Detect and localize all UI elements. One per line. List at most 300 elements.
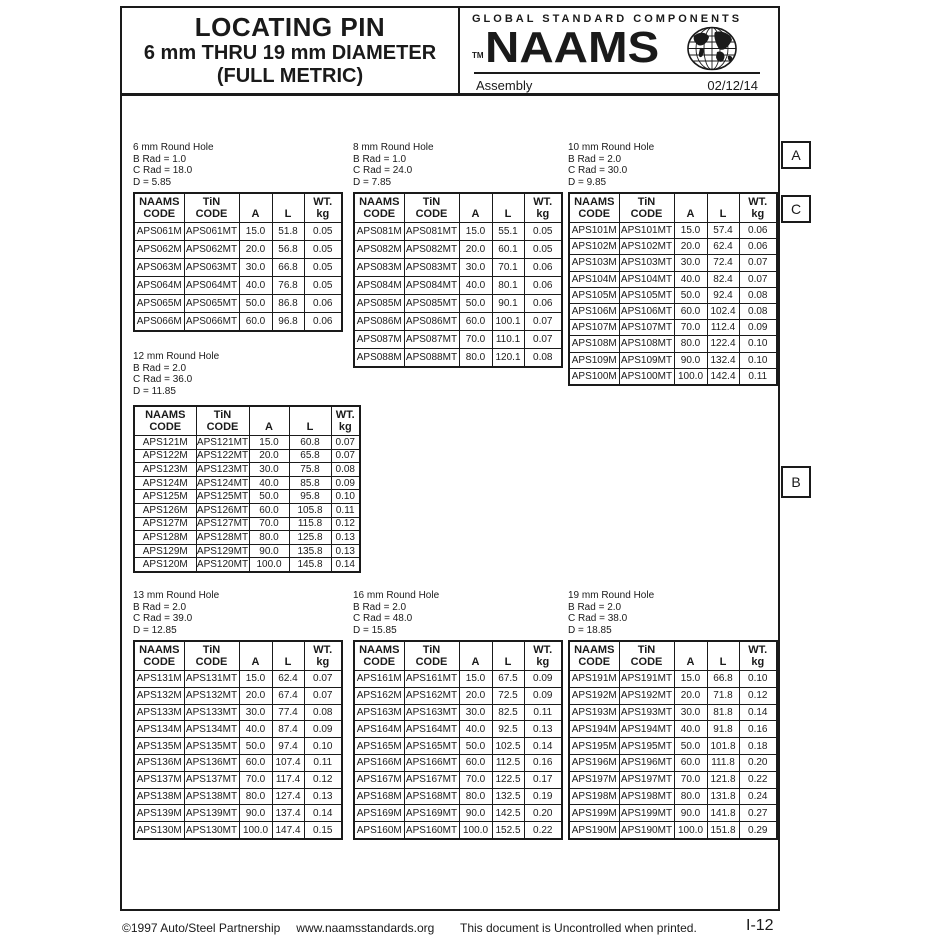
table-cell: APS196MT xyxy=(619,754,674,771)
table-row xyxy=(134,704,342,721)
table-cell: APS163MT xyxy=(404,704,459,721)
table-cell: 55.1 xyxy=(492,223,524,241)
table-cell: 30.0 xyxy=(459,704,492,721)
table-cell: 111.8 xyxy=(707,754,739,771)
table-cell: APS139MT xyxy=(184,805,239,822)
table-row xyxy=(569,671,777,688)
text-line: B Rad = 1.0 xyxy=(133,153,187,165)
table-cell: 92.5 xyxy=(492,721,524,738)
text-line: D = 7.85 xyxy=(353,176,392,188)
page-title: LOCATING PIN xyxy=(194,12,386,43)
page-number: I-12 xyxy=(746,917,774,934)
text-line: B Rad = 2.0 xyxy=(133,601,187,613)
table-row xyxy=(354,331,562,349)
col-header-wt xyxy=(524,193,562,223)
text-line xyxy=(493,644,524,656)
table-row xyxy=(134,503,360,517)
table-cell: 0.12 xyxy=(331,517,360,531)
text-line: D = 11.85 xyxy=(133,385,176,397)
text-line: 19 mm Round Hole xyxy=(568,590,655,601)
table-cell: APS199MT xyxy=(619,805,674,822)
table-cell: APS127MT xyxy=(196,518,249,530)
table-cell: 15.0 xyxy=(674,223,707,239)
table-cell: 0.05 xyxy=(524,241,562,259)
text-line xyxy=(708,196,739,208)
table-cell: 0.07 xyxy=(331,436,360,450)
table-cell: 0.05 xyxy=(304,223,342,241)
text-line: CODE xyxy=(195,656,228,668)
table-cell: APS162M xyxy=(354,687,404,704)
table-cell: 145.8 xyxy=(289,558,331,572)
table-cell: APS100M xyxy=(569,368,619,385)
text-line: 6 mm Round Hole xyxy=(133,142,214,153)
table-body xyxy=(569,223,777,385)
revision-date: 02/12/14 xyxy=(707,78,758,93)
table-cell: 142.5 xyxy=(492,805,524,822)
table-cell: 132.4 xyxy=(707,352,739,368)
table-cell: 85.8 xyxy=(289,476,331,490)
text-line: A xyxy=(471,656,480,668)
table-group-12mm xyxy=(133,351,361,573)
category-label: Assembly xyxy=(476,78,533,93)
table-cell: 66.8 xyxy=(272,259,304,277)
table-cell: 151.8 xyxy=(707,822,739,839)
table-row xyxy=(569,368,777,385)
table-cell: 70.0 xyxy=(459,771,492,788)
table-row xyxy=(569,771,777,788)
table-cell: APS107MT xyxy=(619,320,674,336)
text-line: 16 mm Round Hole xyxy=(353,590,440,601)
table-cell: 122.5 xyxy=(492,771,524,788)
col-header-wt xyxy=(304,193,342,223)
table-cell: 112.4 xyxy=(707,320,739,336)
table-cell: 0.14 xyxy=(524,738,562,755)
table-row xyxy=(134,544,360,558)
table-cell: 20.0 xyxy=(249,449,289,463)
table-cell: APS101M xyxy=(569,223,619,239)
table-row xyxy=(134,259,342,277)
table-cell: APS166MT xyxy=(404,754,459,771)
copyright-text: ©1997 Auto/Steel Partnership xyxy=(122,921,281,935)
col-header-l xyxy=(272,641,304,671)
table-cell: 132.5 xyxy=(492,788,524,805)
text-line: kg xyxy=(316,656,330,668)
text-line: TiN xyxy=(202,644,221,656)
table-cell: 87.4 xyxy=(272,721,304,738)
table-cell: 20.0 xyxy=(674,239,707,255)
table-cell: APS133M xyxy=(134,704,184,721)
table-cell: APS165M xyxy=(354,738,404,755)
table-cell: APS135MT xyxy=(184,738,239,755)
table-cell: APS103M xyxy=(569,255,619,271)
table-cell: 100.0 xyxy=(674,822,707,839)
col-header-a xyxy=(674,193,707,223)
table-cell: APS066MT xyxy=(184,313,239,332)
table-cell: 81.8 xyxy=(707,704,739,721)
col-header-tin-code xyxy=(619,641,674,671)
spec-label-12mm xyxy=(133,351,361,397)
table-cell: 0.07 xyxy=(304,687,342,704)
col-header-a xyxy=(239,641,272,671)
table-row xyxy=(569,320,777,336)
text-line: C Rad = 48.0 xyxy=(353,613,413,624)
text-line: WT. xyxy=(533,644,553,656)
table-cell: APS138MT xyxy=(184,788,239,805)
table-cell: APS191MT xyxy=(619,671,674,688)
table-cell: 20.0 xyxy=(239,687,272,704)
table-row xyxy=(134,721,342,738)
table-cell: 66.8 xyxy=(707,671,739,688)
uncontrolled-notice: This document is Uncontrolled when printed. xyxy=(460,921,697,935)
table-cell: 125.8 xyxy=(289,531,331,545)
table-cell: APS164MT xyxy=(404,721,459,738)
table-cell: 127.4 xyxy=(272,788,304,805)
table-cell: 20.0 xyxy=(459,241,492,259)
table-cell: 70.0 xyxy=(249,517,289,531)
text-line: CODE xyxy=(415,208,448,220)
table-cell: APS122M xyxy=(134,449,196,463)
table-cell: APS120M xyxy=(134,558,196,572)
text-line: CODE xyxy=(206,421,239,433)
text-line xyxy=(708,644,739,656)
table-cell: 100.0 xyxy=(249,558,289,572)
table-row xyxy=(134,788,342,805)
table-cell: 90.0 xyxy=(239,805,272,822)
text-line: D = 9.85 xyxy=(568,176,607,188)
table-cell: APS131M xyxy=(134,671,184,688)
table-cell: 50.0 xyxy=(674,738,707,755)
spec-table-12mm xyxy=(133,405,361,573)
table-row xyxy=(569,239,777,255)
text-line: CODE xyxy=(578,208,611,220)
table-cell: APS122MT xyxy=(196,450,249,462)
text-line: D = 5.85 xyxy=(133,176,172,188)
text-line: NAAMS xyxy=(574,196,615,208)
col-header-naams-code xyxy=(134,641,184,671)
text-line: B Rad = 2.0 xyxy=(568,153,622,165)
table-cell: 80.0 xyxy=(674,788,707,805)
text-line: kg xyxy=(536,208,550,220)
table-cell: 0.08 xyxy=(524,349,562,368)
text-line xyxy=(290,409,331,421)
table-row xyxy=(569,738,777,755)
text-line: WT. xyxy=(748,644,768,656)
table-cell: 121.8 xyxy=(707,771,739,788)
table-cell: APS169M xyxy=(354,805,404,822)
text-line: B Rad = 2.0 xyxy=(133,362,187,374)
col-header-naams-code xyxy=(569,193,619,223)
table-cell: APS135M xyxy=(134,738,184,755)
col-header-l xyxy=(272,193,304,223)
table-cell: APS131MT xyxy=(184,671,239,688)
table-cell: APS128MT xyxy=(196,531,249,543)
text-line: TiN xyxy=(422,644,441,656)
table-cell: APS105M xyxy=(569,287,619,303)
col-header-naams-code xyxy=(569,641,619,671)
text-line: CODE xyxy=(363,208,396,220)
table-cell: 60.0 xyxy=(674,754,707,771)
table-cell: APS168M xyxy=(354,788,404,805)
table-cell: APS083MT xyxy=(404,259,459,277)
text-line: CODE xyxy=(578,656,611,668)
text-line: CODE xyxy=(143,208,176,220)
table-row xyxy=(134,313,342,332)
table-cell: 76.8 xyxy=(272,277,304,295)
table-cell: 40.0 xyxy=(239,721,272,738)
table-cell: APS123MT xyxy=(196,463,249,475)
table-row xyxy=(354,259,562,277)
table-cell: 0.07 xyxy=(739,271,777,287)
table-row xyxy=(569,336,777,352)
table-cell: APS086M xyxy=(354,313,404,331)
table-cell: 70.0 xyxy=(674,771,707,788)
table-cell: 60.8 xyxy=(289,436,331,450)
table-cell: APS103MT xyxy=(619,255,674,271)
table-row xyxy=(134,463,360,477)
table-cell: APS194M xyxy=(569,721,619,738)
text-line: 8 mm Round Hole xyxy=(353,142,434,153)
spec-label-19mm xyxy=(568,590,778,636)
spec-label-6mm xyxy=(133,142,343,188)
spec-table-6mm xyxy=(133,192,343,332)
table-cell: 152.5 xyxy=(492,822,524,839)
table-row xyxy=(569,721,777,738)
table-cell: 60.0 xyxy=(249,503,289,517)
table-row xyxy=(569,805,777,822)
table-group-10mm xyxy=(568,142,778,386)
table-row xyxy=(354,721,562,738)
table-row xyxy=(354,687,562,704)
table-cell: 0.09 xyxy=(524,687,562,704)
table-group-16mm xyxy=(353,590,563,840)
table-cell: 0.06 xyxy=(304,295,342,313)
text-line: B Rad = 2.0 xyxy=(568,601,622,613)
table-cell: 15.0 xyxy=(239,671,272,688)
table-row xyxy=(134,805,342,822)
table-cell: 0.27 xyxy=(739,805,777,822)
table-cell: APS105MT xyxy=(619,287,674,303)
table-cell: 0.07 xyxy=(739,255,777,271)
table-cell: 0.10 xyxy=(739,671,777,688)
col-header-a xyxy=(239,193,272,223)
table-cell: 0.13 xyxy=(524,721,562,738)
table-cell: 0.05 xyxy=(304,259,342,277)
text-line: L xyxy=(306,421,314,433)
table-row xyxy=(569,271,777,287)
table-cell: APS164M xyxy=(354,721,404,738)
table-cell: 50.0 xyxy=(459,295,492,313)
table-row xyxy=(134,558,360,572)
table-cell: 117.4 xyxy=(272,771,304,788)
table-cell: 80.1 xyxy=(492,277,524,295)
table-cell: 105.8 xyxy=(289,503,331,517)
table-cell: 75.8 xyxy=(289,463,331,477)
table-cell: 0.09 xyxy=(331,476,360,490)
table-cell: APS194MT xyxy=(619,721,674,738)
spec-label-16mm xyxy=(353,590,563,636)
table-cell: 72.4 xyxy=(707,255,739,271)
table-cell: 0.11 xyxy=(304,754,342,771)
table-cell: APS108MT xyxy=(619,336,674,352)
table-cell: APS106MT xyxy=(619,303,674,319)
table-cell: 80.0 xyxy=(239,788,272,805)
table-cell: APS132MT xyxy=(184,687,239,704)
table-row xyxy=(134,771,342,788)
table-cell: 15.0 xyxy=(249,436,289,450)
table-cell: APS134M xyxy=(134,721,184,738)
text-line: WT. xyxy=(533,196,553,208)
table-cell: 0.16 xyxy=(739,721,777,738)
col-header-a xyxy=(674,641,707,671)
table-body xyxy=(134,671,342,839)
table-cell: APS128M xyxy=(134,531,196,545)
table-row xyxy=(354,805,562,822)
col-header-a xyxy=(459,641,492,671)
text-line: 12 mm Round Hole xyxy=(133,351,220,362)
brand-meta-row xyxy=(472,74,768,93)
table-cell: APS123M xyxy=(134,463,196,477)
table-cell: 102.5 xyxy=(492,738,524,755)
table-cell: 0.17 xyxy=(524,771,562,788)
brand-tagline: GLOBAL STANDARD COMPONENTS xyxy=(472,13,743,25)
table-cell: 0.13 xyxy=(331,531,360,545)
table-cell: APS167MT xyxy=(404,771,459,788)
table-cell: 70.0 xyxy=(239,771,272,788)
table-body xyxy=(134,223,342,332)
table-cell: APS106M xyxy=(569,303,619,319)
table-cell: 82.5 xyxy=(492,704,524,721)
table-cell: 0.08 xyxy=(331,463,360,477)
table-cell: 97.4 xyxy=(272,738,304,755)
table-cell: 30.0 xyxy=(249,463,289,477)
table-row xyxy=(569,754,777,771)
table-cell: 20.0 xyxy=(674,687,707,704)
spec-table-13mm xyxy=(133,640,343,840)
text-line: A xyxy=(686,656,695,668)
text-line: L xyxy=(719,208,727,220)
table-cell: 0.14 xyxy=(739,704,777,721)
text-line: CODE xyxy=(195,208,228,220)
table-cell: 0.11 xyxy=(331,503,360,517)
table-cell: APS198MT xyxy=(619,788,674,805)
table-cell: 101.8 xyxy=(707,738,739,755)
table-cell: 80.0 xyxy=(459,349,492,368)
text-line: 10 mm Round Hole xyxy=(568,142,655,153)
table-cell: 0.10 xyxy=(331,490,360,504)
table-cell: APS121M xyxy=(134,436,196,450)
table-cell: 0.22 xyxy=(739,771,777,788)
table-cell: APS065MT xyxy=(184,295,239,313)
spec-table-19mm xyxy=(568,640,778,840)
trademark-symbol: TM xyxy=(472,50,484,60)
table-cell: APS085MT xyxy=(404,295,459,313)
table-cell: APS126MT xyxy=(196,504,249,516)
table-cell: APS197M xyxy=(569,771,619,788)
table-cell: 20.0 xyxy=(239,241,272,259)
col-header-tin-code xyxy=(196,406,249,436)
table-cell: 0.05 xyxy=(524,223,562,241)
table-cell: 40.0 xyxy=(674,271,707,287)
col-header-tin-code xyxy=(184,193,239,223)
text-line: C Rad = 30.0 xyxy=(568,165,628,176)
table-cell: APS162MT xyxy=(404,687,459,704)
globe-icon xyxy=(686,26,738,71)
table-cell: 62.4 xyxy=(272,671,304,688)
table-cell: APS132M xyxy=(134,687,184,704)
col-header-l xyxy=(707,193,739,223)
col-header-tin-code xyxy=(184,641,239,671)
table-row xyxy=(134,687,342,704)
text-line: L xyxy=(504,208,512,220)
text-line: A xyxy=(251,208,260,220)
text-line: WT. xyxy=(313,644,333,656)
table-row xyxy=(354,704,562,721)
table-cell: 86.8 xyxy=(272,295,304,313)
table-cell: 90.1 xyxy=(492,295,524,313)
text-line: CODE xyxy=(143,656,176,668)
text-line: WT. xyxy=(313,196,333,208)
table-cell: 100.1 xyxy=(492,313,524,331)
text-line xyxy=(240,644,272,656)
table-body xyxy=(569,671,777,839)
table-cell: APS088M xyxy=(354,349,404,368)
text-line: kg xyxy=(751,208,765,220)
table-cell: 51.8 xyxy=(272,223,304,241)
text-line: C Rad = 24.0 xyxy=(353,165,413,176)
table-cell: APS108M xyxy=(569,336,619,352)
table-cell: 72.5 xyxy=(492,687,524,704)
table-cell: 100.0 xyxy=(674,368,707,385)
table-cell: APS192MT xyxy=(619,687,674,704)
table-cell: 60.1 xyxy=(492,241,524,259)
table-cell: 30.0 xyxy=(239,259,272,277)
table-cell: 30.0 xyxy=(674,704,707,721)
table-cell: 50.0 xyxy=(459,738,492,755)
table-cell: 0.06 xyxy=(739,223,777,239)
table-cell: APS085M xyxy=(354,295,404,313)
table-cell: APS081MT xyxy=(404,223,459,241)
text-line: CODE xyxy=(149,421,182,433)
table-cell: 15.0 xyxy=(674,671,707,688)
text-line: L xyxy=(284,208,292,220)
text-line: CODE xyxy=(630,656,663,668)
table-cell: APS102MT xyxy=(619,239,674,255)
table-cell: 50.0 xyxy=(674,287,707,303)
table-row xyxy=(569,687,777,704)
table-cell: 0.13 xyxy=(304,788,342,805)
table-cell: APS129MT xyxy=(196,545,249,557)
table-cell: APS065M xyxy=(134,295,184,313)
text-line xyxy=(250,409,289,421)
text-line: 13 mm Round Hole xyxy=(133,590,220,601)
table-cell: 0.10 xyxy=(304,738,342,755)
table-cell: APS101MT xyxy=(619,223,674,239)
table-cell: 60.0 xyxy=(239,754,272,771)
table-cell: APS139M xyxy=(134,805,184,822)
text-line: A xyxy=(471,208,480,220)
text-line: CODE xyxy=(363,656,396,668)
table-row xyxy=(354,754,562,771)
text-line: kg xyxy=(316,208,330,220)
table-cell: APS127M xyxy=(134,517,196,531)
col-header-a xyxy=(459,193,492,223)
table-row xyxy=(354,822,562,839)
spec-table-10mm xyxy=(568,192,778,386)
col-header-tin-code xyxy=(619,193,674,223)
table-cell: 0.10 xyxy=(739,352,777,368)
text-line: C Rad = 18.0 xyxy=(133,165,193,176)
table-cell: APS169MT xyxy=(404,805,459,822)
